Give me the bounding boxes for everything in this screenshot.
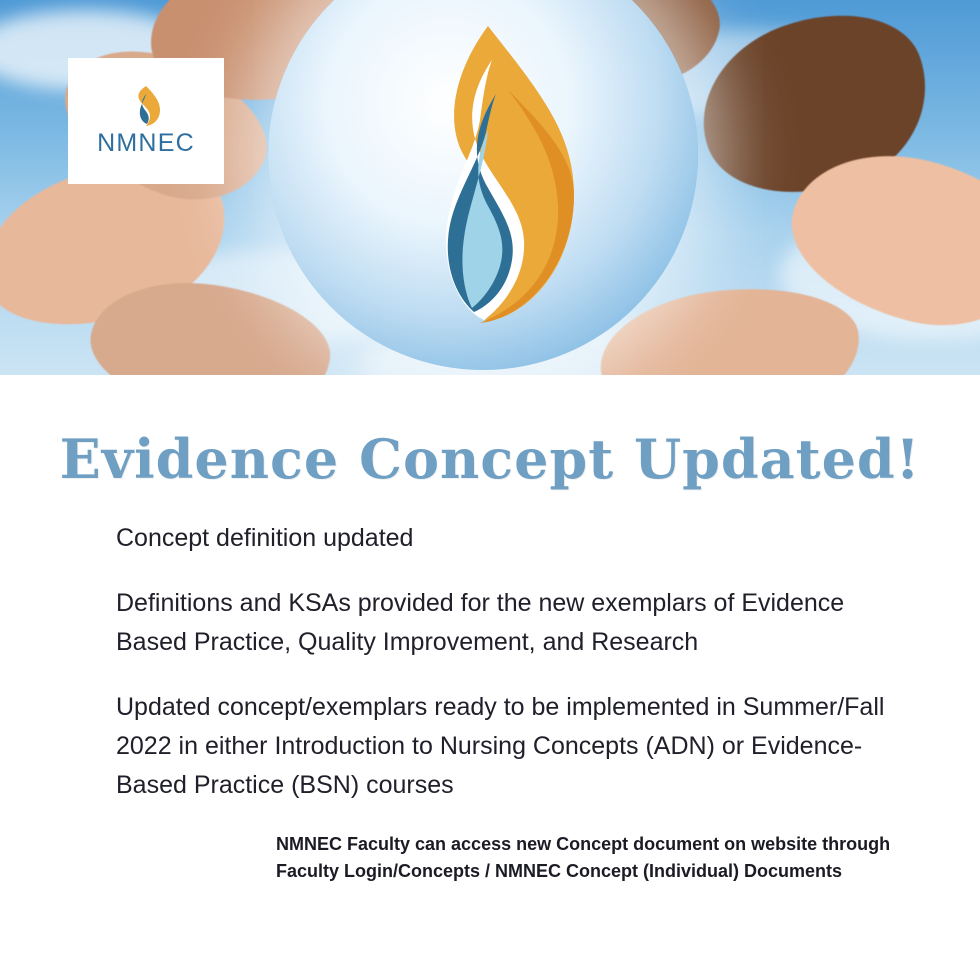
body-paragraph-3: Updated concept/exemplars ready to be implemented in Summer/Fall 2022 in either Introduction to Nursing Concepts (ADN) or Evidence-Based Practice (BSN) courses xyxy=(116,693,885,799)
body-paragraph-1: Concept definition updated xyxy=(116,524,414,552)
body-paragraph-2: Definitions and KSAs provided for the new exemplars of Evidence Based Practice, Quality Improvement, and Research xyxy=(116,589,845,656)
body-text-block xyxy=(0,519,980,805)
flame-icon xyxy=(131,85,161,127)
hero-banner-image xyxy=(0,0,980,375)
page-title: Evidence Concept Updated! xyxy=(59,427,921,491)
poster-content xyxy=(0,375,980,885)
footnote-text: NMNEC Faculty can access new Concept document on website through Faculty Login/Concepts / NMNEC Concept (Individual) Documents xyxy=(276,834,891,881)
nmnec-logo xyxy=(68,58,224,184)
flame-emblem-icon xyxy=(388,20,588,330)
nmnec-logo-text: NMNEC xyxy=(97,128,195,157)
